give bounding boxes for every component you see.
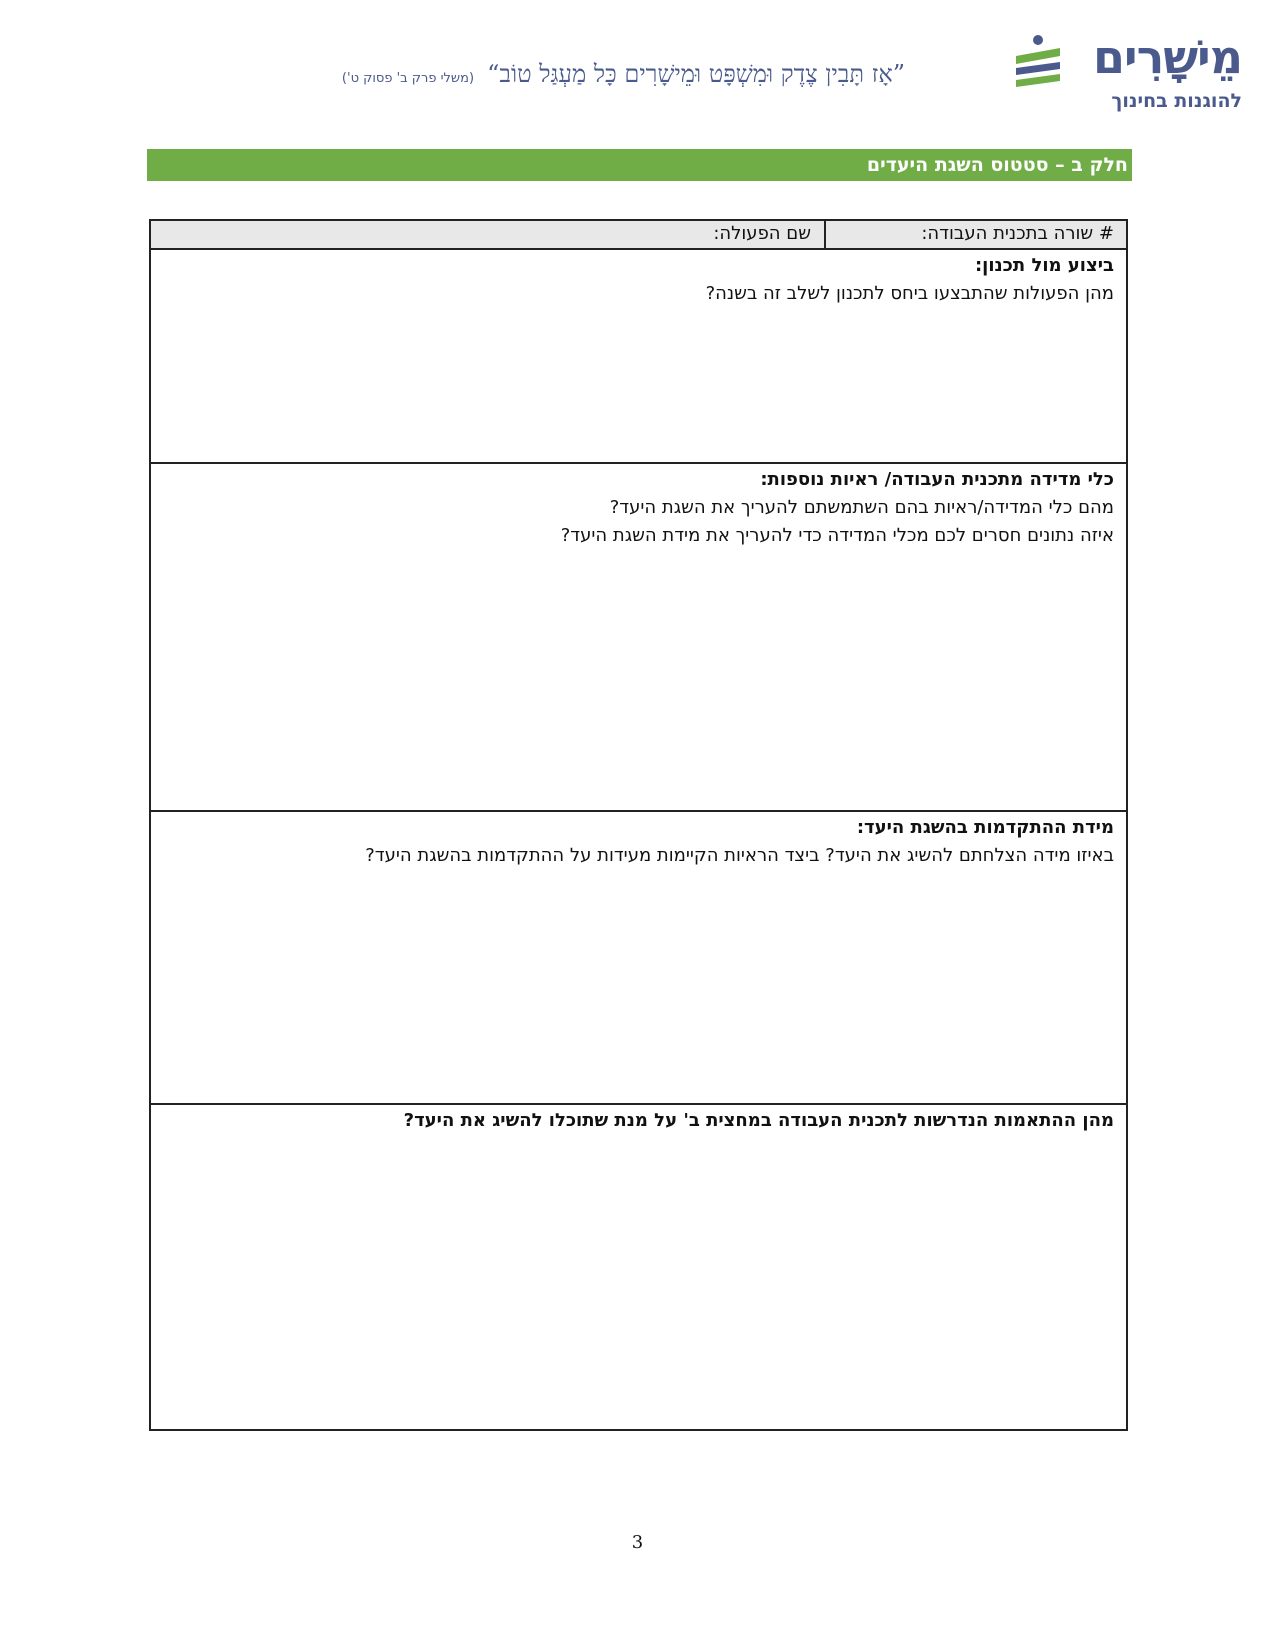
- mesharim-logo: [1012, 30, 1242, 116]
- header-divider: [824, 221, 826, 248]
- logo-wordmark: מֵישָׁרִים: [1093, 30, 1242, 84]
- logo-tagline: להוגנות בחינוך: [1111, 90, 1242, 112]
- work-plan-row-field[interactable]: # שורה בתכנית העבודה:: [921, 223, 1114, 244]
- status-form-table: [149, 219, 1128, 1431]
- section-title: מידת ההתקדמות בהשגת היעד:: [856, 817, 1114, 838]
- verse-source: (משלי פרק ב' פסוק ט'): [341, 71, 475, 86]
- page-number: 3: [631, 1532, 644, 1553]
- section-question: מהם כלי המדידה/ראיות בהם השתמשתם להעריך את השגת היעד?: [609, 497, 1114, 518]
- section-banner: חלק ב – סטטוס השגת היעדים: [147, 149, 1132, 181]
- section-title: כלי מדידה מתכנית העבודה/ ראיות נוספות:: [760, 469, 1114, 490]
- section-title: מהן ההתאמות הנדרשות לתכנית העבודה במחצית ב' על מנת שתוכלו להשיג את היעד?: [403, 1110, 1114, 1131]
- section-title: ביצוע מול תכנון:: [974, 255, 1114, 276]
- header-verse: [342, 60, 905, 89]
- section-execution-vs-plan[interactable]: [151, 250, 1126, 464]
- form-header-row: [151, 221, 1126, 250]
- page-header: [0, 0, 1275, 130]
- section-question: באיזו מידה הצלחתם להשיג את היעד? ביצד הראיות הקיימות מעידות על ההתקדמות בהשגת היעד?: [365, 845, 1114, 866]
- action-name-field[interactable]: שם הפעולה:: [713, 223, 811, 244]
- section-required-adjustments[interactable]: [151, 1105, 1126, 1429]
- verse-text: ”אָז תָּבִין צֶדֶק וּמִשְׁפָּט וּמֵישָׁרִים כָּל מַעְגַּל טוֹב“: [487, 60, 905, 88]
- section-measurement-tools[interactable]: [151, 464, 1126, 812]
- logo-emblem-icon: [1012, 34, 1064, 92]
- section-question: איזה נתונים חסרים לכם מכלי המדידה כדי להעריך את מידת השגת היעד?: [560, 525, 1114, 546]
- section-progress-level[interactable]: [151, 812, 1126, 1105]
- section-question: מהן הפעולות שהתבצעו ביחס לתכנון לשלב זה בשנה?: [705, 283, 1114, 304]
